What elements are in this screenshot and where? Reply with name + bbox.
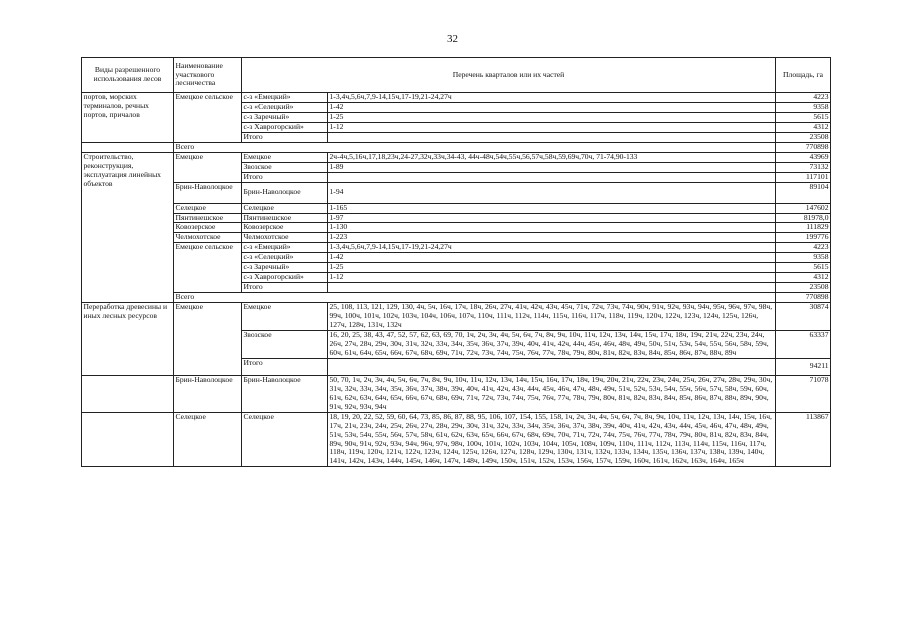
use-type-cell: [82, 142, 174, 152]
total-value: 770898: [776, 293, 831, 303]
quarters-cell: 18, 19, 20, 22, 52, 59, 60, 64, 73, 85, 86, 87, 88, 95, 106, 107, 154, 155, 158, 1ч, 2ч, 3ч, 4ч, 5ч, 6ч, 7ч, 8ч, 9ч, 10ч, 11ч, 12ч, 13ч, 14ч, 15ч, 16ч, 17ч, 21ч, 23ч, 24ч, 25ч, 26ч, 27ч, 28ч, 29ч, 30ч, 31ч, 32ч, 33ч, 34ч, 35ч, 36ч, 37ч, 38ч, 39ч, 40ч, 41ч, 42ч, 43ч, 44ч, 45ч, 46ч, 47ч, 48ч, 49ч, 51ч, 53ч, 54ч, 55ч, 56ч, 57ч, 58ч, 61ч, 62ч, 63ч, 65ч, 66ч, 67ч, 68ч, 69ч, 70ч, 71ч, 72ч, 74ч, 75ч, 76ч, 77ч, 78ч, 79ч, 80ч, 81ч, 82ч, 83ч, 84ч, 89ч, 90ч, 91ч, 92ч, 93ч, 94ч, 96ч, 97ч, 98ч, 100ч, 101ч, 102ч, 103ч, 104ч, 105ч, 108ч, 109ч, 110ч, 111ч, 112ч, 113ч, 114ч, 115ч, 116ч, 117ч, 118ч, 119ч, 120ч, 121ч, 122ч, 123ч, 124ч, 125ч, 126ч, 127ч, 128ч, 129ч, 130ч, 131ч, 132ч, 133ч, 134ч, 135ч, 136ч, 137ч, 138ч, 139ч, 140ч, 141ч, 142ч, 143ч, 144ч, 145ч, 146ч, 147ч, 148ч, 149ч, 150ч, 151ч, 152ч, 153ч, 156ч, 157ч, 159ч, 160ч, 161ч, 162ч, 163ч, 164ч, 165ч: [328, 412, 776, 467]
table-row: [82, 243, 831, 253]
subdivision-cell: Емецкое: [242, 303, 328, 331]
table-row: [82, 303, 831, 331]
subdivision-cell: Пянтинешское: [242, 213, 328, 223]
quarters-cell: [328, 358, 776, 375]
forestry-cell: Селецкое: [174, 203, 242, 213]
subdivision-cell: Селецкое: [242, 203, 328, 213]
table-row: [82, 223, 831, 233]
subtotal-label: Итого: [242, 132, 328, 142]
subdivision-cell: с-з Хаврогорский»: [242, 273, 328, 283]
forestry-cell: Емецкое сельское: [174, 93, 242, 143]
forestry-cell: Ковозерское: [174, 223, 242, 233]
table-row: [82, 412, 831, 467]
table-row: [82, 203, 831, 213]
subdivision-cell: с-з «Емецкий»: [242, 243, 328, 253]
subdivision-cell: Ковозерское: [242, 223, 328, 233]
subdivision-cell: Емецкое: [242, 152, 328, 162]
area-cell: 9358: [776, 253, 831, 263]
subtotal-value: 23508: [776, 132, 831, 142]
subdivision-cell: Брин-Наволоцкое: [242, 182, 328, 203]
header-forestry: Наименование участкового лесничества: [174, 58, 242, 93]
table-row: [82, 152, 831, 162]
area-cell: 113867: [776, 412, 831, 467]
quarters-cell: 1-12: [328, 122, 776, 132]
table-header-row: [82, 58, 831, 93]
area-cell: 4312: [776, 273, 831, 283]
subdivision-cell: Звозское: [242, 330, 328, 358]
area-cell: 199776: [776, 233, 831, 243]
area-cell: 30874: [776, 303, 831, 331]
total-label: Всего: [174, 293, 776, 303]
subdivision-cell: с-з «Селецкий»: [242, 253, 328, 263]
table-row: [82, 375, 831, 412]
subdivision-cell: с-з «Емецкий»: [242, 93, 328, 103]
subtotal-value: 94211: [776, 358, 831, 375]
area-cell: 147602: [776, 203, 831, 213]
area-cell: 9358: [776, 102, 831, 112]
subtotal-value: 23508: [776, 283, 831, 293]
quarters-cell: 1-3,4ч,5,6ч,7,9-14,15ч,17-19,21-24,27ч: [328, 243, 776, 253]
use-type-cell: портов, морских терминалов, речных портов, причалов: [82, 93, 174, 143]
area-cell: 4223: [776, 243, 831, 253]
subdivision-cell: Звозское: [242, 162, 328, 172]
forestry-cell: Селецкое: [174, 412, 242, 467]
quarters-cell: 1-165: [328, 203, 776, 213]
total-row: [82, 293, 831, 303]
quarters-cell: [328, 172, 776, 182]
area-cell: 71078: [776, 375, 831, 412]
quarters-cell: [328, 283, 776, 293]
area-cell: 4312: [776, 122, 831, 132]
subtotal-label: Итого: [242, 358, 328, 375]
quarters-cell: 25, 108, 113, 121, 129, 130, 4ч, 5ч, 16ч, 17ч, 18ч, 26ч, 27ч, 41ч, 42ч, 43ч, 45ч, 71ч, 72ч, 73ч, 74ч, 90ч, 91ч, 92ч, 93ч, 94ч, 95ч, 96ч, 97ч, 98ч, 99ч, 100ч, 101ч, 102ч, 103ч, 104ч, 106ч, 107ч, 110ч, 111ч, 112ч, 114ч, 115ч, 116ч, 117ч, 118ч, 119ч, 120ч, 122ч, 123ч, 124ч, 125ч, 126ч, 127ч, 128ч, 131ч, 132ч: [328, 303, 776, 331]
table-row: [82, 233, 831, 243]
use-type-cell: Строительство, реконструкция, эксплуатация линейных объектов: [82, 152, 174, 302]
area-cell: 73132: [776, 162, 831, 172]
forestry-cell: Емецкое: [174, 152, 242, 182]
quarters-cell: 50, 70, 1ч, 2ч, 3ч, 4ч, 5ч, 6ч, 7ч, 8ч, 9ч, 10ч, 11ч, 12ч, 13ч, 14ч, 15ч, 16ч, 17ч, 18ч, 19ч, 20ч, 21ч, 22ч, 23ч, 24ч, 25ч, 26ч, 27ч, 28ч, 29ч, 30ч, 31ч, 32ч, 33ч, 34ч, 35ч, 36ч, 37ч, 38ч, 39ч, 40ч, 41ч, 42ч, 43ч, 44ч, 45ч, 46ч, 47ч, 48ч, 49ч, 51ч, 52ч, 53ч, 54ч, 55ч, 56ч, 57ч, 58ч, 59ч, 60ч, 61ч, 62ч, 63ч, 64ч, 65ч, 66ч, 67ч, 68ч, 69ч, 71ч, 72ч, 73ч, 74ч, 75ч, 76ч, 77ч, 78ч, 79ч, 80ч, 81ч, 82ч, 83ч, 84ч, 85ч, 86ч, 87ч, 88ч, 89ч, 90ч, 91ч, 92ч, 93ч, 94ч: [328, 375, 776, 412]
subdivision-cell: с-з Заречный»: [242, 112, 328, 122]
use-type-cell: [82, 412, 174, 467]
forestry-cell: Емецкое сельское: [174, 243, 242, 293]
use-type-cell: Переработка древесины и иных лесных ресурсов: [82, 303, 174, 376]
header-quarters: Перечень кварталов или их частей: [242, 58, 776, 93]
table-row: [82, 182, 831, 203]
quarters-cell: 1-223: [328, 233, 776, 243]
forestry-cell: Челмохотское: [174, 233, 242, 243]
table-row: [82, 93, 831, 103]
quarters-cell: 1-25: [328, 112, 776, 122]
quarters-cell: 1-12: [328, 273, 776, 283]
subdivision-cell: Селецкое: [242, 412, 328, 467]
area-cell: 4223: [776, 93, 831, 103]
area-cell: 43969: [776, 152, 831, 162]
forest-use-table: [81, 57, 831, 467]
quarters-cell: 1-94: [328, 182, 776, 203]
quarters-cell: 1-130: [328, 223, 776, 233]
subtotal-label: Итого: [242, 172, 328, 182]
quarters-cell: [328, 132, 776, 142]
quarters-cell: 1-89: [328, 162, 776, 172]
total-label: Всего: [174, 142, 776, 152]
quarters-cell: 1-97: [328, 213, 776, 223]
area-cell: 63337: [776, 330, 831, 358]
subtotal-label: Итого: [242, 283, 328, 293]
forestry-cell: Брин-Наволоцкое: [174, 182, 242, 203]
subdivision-cell: с-з «Селецкий»: [242, 102, 328, 112]
quarters-cell: 16, 20, 25, 38, 43, 47, 52, 57, 62, 63, 69, 70, 1ч, 2ч, 3ч, 4ч, 5ч, 6ч, 7ч, 8ч, 9ч, 10ч, 11ч, 12ч, 13ч, 14ч, 15ч, 17ч, 18ч, 19ч, 21ч, 22ч, 23ч, 24ч, 26ч, 27ч, 28ч, 29ч, 30ч, 31ч, 32ч, 33ч, 34ч, 35ч, 36ч, 37ч, 39ч, 40ч, 41ч, 42ч, 44ч, 45ч, 46ч, 48ч, 49ч, 50ч, 51ч, 53ч, 54ч, 55ч, 56ч, 58ч, 59ч, 60ч, 61ч, 64ч, 65ч, 66ч, 67ч, 68ч, 69ч, 71ч, 72ч, 73ч, 74ч, 75ч, 76ч, 77ч, 78ч, 79ч, 80ч, 81ч, 82ч, 83ч, 84ч, 85ч, 86ч, 87ч, 88ч, 89ч: [328, 330, 776, 358]
quarters-cell: 1-3,4ч,5,6ч,7,9-14,15ч,17-19,21-24,27ч: [328, 93, 776, 103]
area-cell: 111829: [776, 223, 831, 233]
forestry-cell: Пянтинешское: [174, 213, 242, 223]
subdivision-cell: с-з Хаврогорский»: [242, 122, 328, 132]
quarters-cell: 1-25: [328, 263, 776, 273]
total-row: [82, 142, 831, 152]
page-number: 32: [447, 33, 458, 45]
subtotal-value: 117101: [776, 172, 831, 182]
forestry-cell: Емецкое: [174, 303, 242, 376]
use-type-cell: [82, 375, 174, 412]
subdivision-cell: с-з Заречный»: [242, 263, 328, 273]
total-value: 770898: [776, 142, 831, 152]
quarters-cell: 1-42: [328, 102, 776, 112]
header-area: Площадь, га: [776, 58, 831, 93]
quarters-cell: 2ч-4ч,5,16ч,17,18,23ч,24-27,32ч,33ч,34-43, 44ч-48ч,54ч,55ч,56,57ч,58ч,59,69ч,70ч, 71-74,90-133: [328, 152, 776, 162]
subdivision-cell: Брин-Наволоцкое: [242, 375, 328, 412]
quarters-cell: 1-42: [328, 253, 776, 263]
area-cell: 5615: [776, 263, 831, 273]
header-use-type: Виды разрешенного использования лесов: [82, 58, 174, 93]
forestry-cell: Брин-Наволоцкое: [174, 375, 242, 412]
table-row: [82, 213, 831, 223]
area-cell: 89104: [776, 182, 831, 203]
subdivision-cell: Челмохотское: [242, 233, 328, 243]
area-cell: 5615: [776, 112, 831, 122]
area-cell: 81978,0: [776, 213, 831, 223]
